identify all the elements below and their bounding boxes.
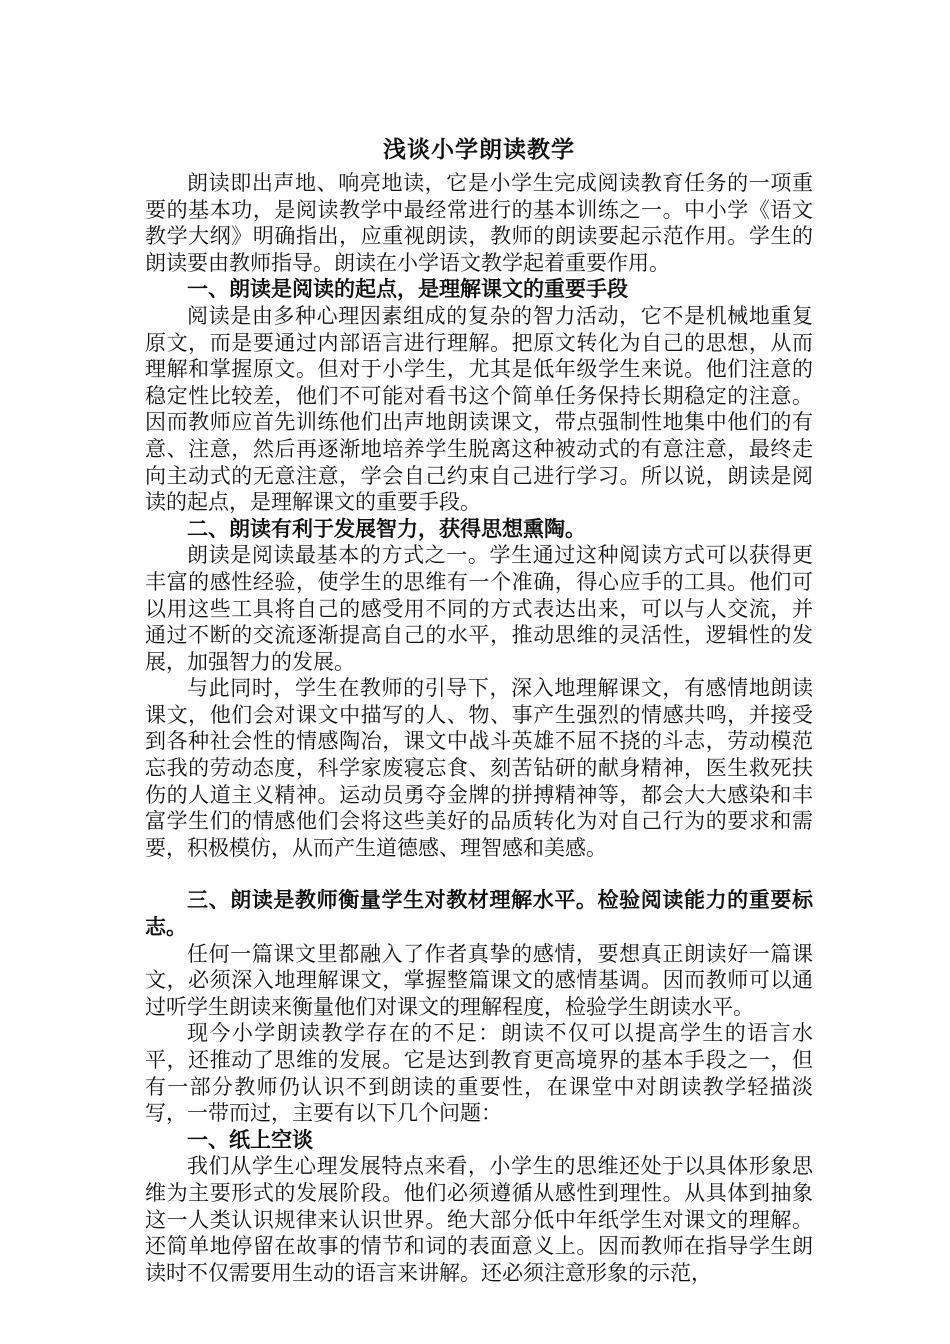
paragraph: 阅读是由多种心理因素组成的复杂的智力活动，它不是机械地重复原文，而是要通过内部语言进行理解。把原文转化为自己的思想，从而理解和掌握原文。但对于小学生，尤其是低年级学生来说。他们注意的稳定性比较差，他们不可能对看书这个简单任务保持长期稳定的注意。因而教师应首先训练他们出声地朗读课文，带点强制性地集中他们的有意、注意，然后再逐渐地培养学生脱离这种被动式的有意注意，最终走向主动式的无意注意，学会自己约束自己进行学习。所以说，朗读是阅读的起点，是理解课文的重要手段。 <box>145 303 813 515</box>
section-heading-1: 一、朗读是阅读的起点，是理解课文的重要手段 <box>187 276 628 302</box>
paragraph: 与此同时，学生在教师的引导下，深入地理解课文，有感情地朗读课文，他们会对课文中描写的人、物、事产生强烈的情感共鸣，并接受到各种社会性的情感陶冶，课文中战斗英雄不屈不挠的斗志，劳动模范忘我的劳动态度，科学家废寝忘食、刻苦钻研的献身精神，医生救死扶伤的人道主义精神。运动员勇夺金牌的拼搏精神等，都会大大感染和丰富学生们的情感他们会将这些美好的品质转化为对自己行为的要求和需要，积极模仿，从而产生道德感、理智感和美感。 <box>145 676 813 860</box>
document-body <box>145 170 813 1286</box>
problem-heading-1: 一、纸上空谈 <box>187 1126 313 1152</box>
paragraph: 我们从学生心理发展特点来看，小学生的思维还处于以具体形象思维为主要形式的发展阶段。他们必须遵循从感性到理性。从具体到抽象这一人类认识规律来认识世界。绝大部分低中年纸学生对课文的理解。还简单地停留在故事的情节和词的表面意义上。因而教师在指导学生朗读时不仅需要用生动的语言来讲解。还必须注意形象的示范， <box>145 1154 813 1285</box>
paragraph: 朗读是阅读最基本的方式之一。学生通过这种阅读方式可以获得更丰富的感性经验，使学生的思维有一个准确，得心应手的工具。他们可以用这些工具将自己的感受用不同的方式表达出来，可以与人交流，并通过不断的交流逐渐提高自己的水平，推动思维的灵活性，逻辑性的发展，加强智力的发展。 <box>145 543 813 674</box>
paragraph-intro: 朗读即出声地、响亮地读，它是小学生完成阅读教育任务的一项重要的基本功，是阅读教学中最经常进行的基本训练之一。中小学《语文教学大纲》明确指出，应重视朗读，教师的朗读要起示范作用。学生的朗读要由教师指导。朗读在小学语文教学起着重要作用。 <box>145 171 813 275</box>
section-heading-2: 二、朗读有利于发展智力，获得思想熏陶。 <box>187 515 586 541</box>
paragraph: 现今小学朗读教学存在的不足：朗读不仅可以提高学生的语言水平，还推动了思维的发展。它是达到教育更高境界的基本手段之一，但有一部分教师仍认识不到朗读的重要性，在课堂中对朗读教学轻描淡写，一带而过，主要有以下几个问题： <box>145 1021 813 1126</box>
section-heading-3: 三、朗读是教师衡量学生对教材理解水平。检验阅读能力的重要标志。 <box>145 887 813 940</box>
document-page <box>145 130 813 1286</box>
paragraph: 任何一篇课文里都融入了作者真挚的感情，要想真正朗读好一篇课文，必须深入地理解课文，掌握整篇课文的感情基调。因而教师可以通过听学生朗读来衡量他们对课文的理解程度，检验学生朗读水平。 <box>145 941 813 1019</box>
blank-line <box>145 861 813 887</box>
document-title: 浅谈小学朗读教学 <box>383 136 575 163</box>
